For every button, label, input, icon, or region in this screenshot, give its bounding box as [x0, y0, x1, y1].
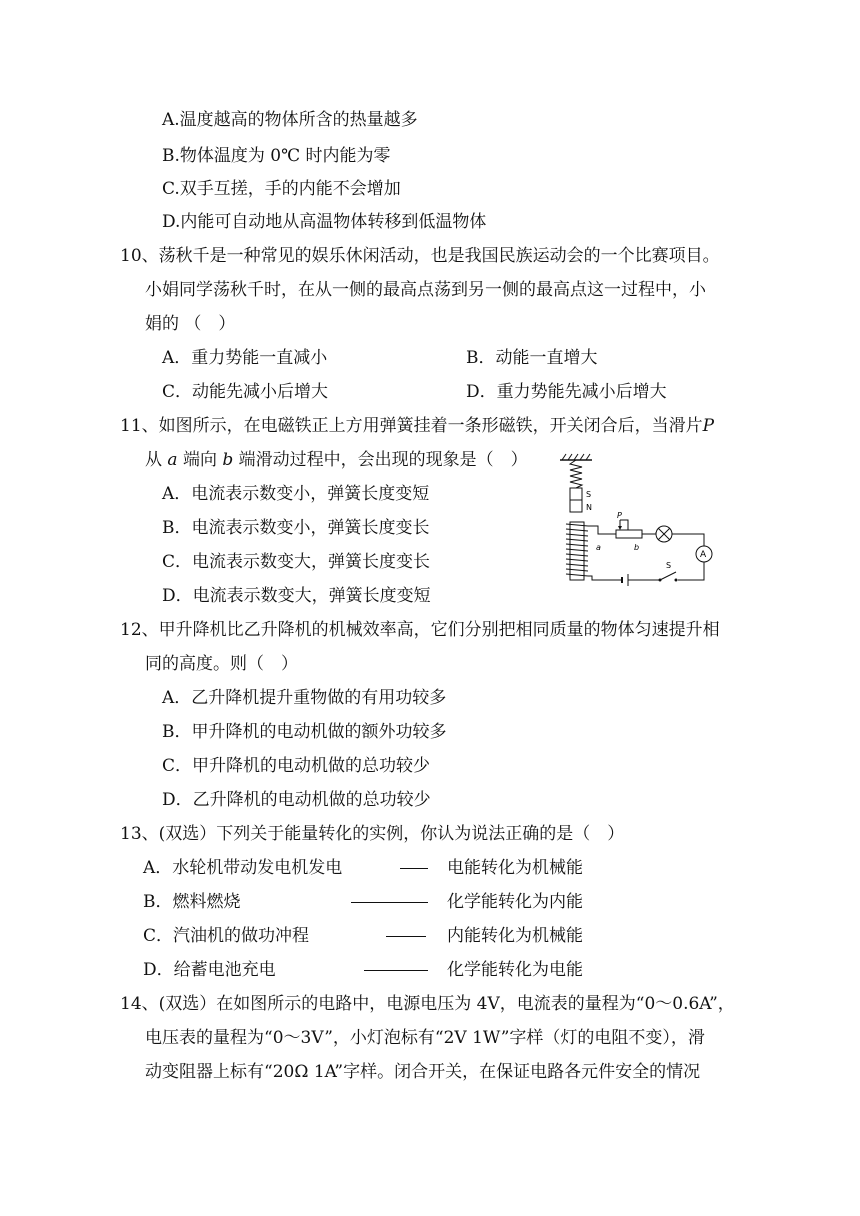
q14-stem-line3: 动变阻器上标有“20Ω 1A”字样。闭合开关，在保证电路各元件安全的情况	[145, 1062, 701, 1082]
q12-stem-line1: 12、甲升降机比乙升降机的机械效率高，它们分别把相同质量的物体匀速提升相	[120, 620, 720, 640]
magnet-label-s: S	[586, 490, 592, 499]
wire-coil-to-rheostat	[588, 526, 616, 534]
q13-b-dash	[351, 902, 428, 903]
rheostat	[616, 530, 642, 538]
q10-option-b: B．动能一直增大	[466, 348, 598, 368]
q11-stem-var-b: b	[222, 450, 234, 470]
q11-stem-var-a: a	[167, 450, 178, 470]
q9-option-a: A.温度越高的物体所含的热量越多	[162, 110, 418, 130]
q12-option-a: A．乙升降机提升重物做的有用功较多	[162, 688, 447, 708]
q9-option-d: D.内能可自动地从高温物体转移到低温物体	[162, 212, 487, 232]
q11-stem-line2-from: 从	[145, 450, 162, 470]
q13-option-a-result: 电能转化为机械能	[447, 858, 583, 878]
q10-stem-line2: 小娟同学荡秋千时，在从一侧的最高点荡到另一侧的最高点这一过程中，小	[145, 280, 706, 300]
q11-option-c: C．电流表示数变大，弹簧长度变长	[162, 552, 431, 572]
q12-option-b: B．甲升降机的电动机做的额外功较多	[162, 722, 447, 742]
electromagnet-coil	[566, 522, 588, 580]
q13-option-d: D．给蓄电池充电	[143, 960, 276, 980]
q10-option-d: D．重力势能先减小后增大	[466, 382, 667, 402]
q13-d-dash	[364, 970, 428, 971]
switch-icon	[660, 572, 676, 580]
q10-stem-line1: 10、荡秋千是一种常见的娱乐休闲活动，也是我国民族运动会的一个比赛项目。	[120, 246, 720, 266]
q10-option-c: C．动能先减小后增大	[162, 382, 329, 402]
q9-option-b: B.物体温度为 0℃ 时内能为零	[162, 146, 391, 166]
q13-option-d-result: 化学能转化为电能	[447, 960, 583, 980]
ceiling-support	[560, 454, 592, 460]
q13-stem: 13、(双选）下列关于能量转化的实例，你认为说法正确的是（ ）	[120, 824, 625, 844]
wire-battery-to-coil	[588, 576, 622, 580]
q10-option-a: A．重力势能一直减小	[162, 348, 328, 368]
slider-wire	[620, 520, 628, 530]
q11-circuit-figure	[548, 452, 728, 588]
switch-label-s: S	[666, 561, 672, 570]
q11-stem-line2-post: 端滑动过程中，会出现的现象是（ ）	[238, 450, 528, 470]
q12-option-d: D．乙升降机的电动机做的总功较少	[162, 790, 431, 810]
rheostat-label-b: b	[634, 543, 640, 552]
q13-option-b-result: 化学能转化为内能	[447, 892, 583, 912]
slider-label-p: P	[617, 511, 622, 520]
q13-option-a: A．水轮机带动发电机发电	[143, 858, 343, 878]
wire-ammeter-to-switch	[678, 562, 704, 580]
spring	[570, 460, 582, 488]
q14-stem-line1: 14、(双选）在如图所示的电路中，电源电压为 4V，电流表的量程为“0～0.6A”，	[120, 994, 735, 1014]
q11-stem-var-p: P	[702, 416, 715, 436]
q13-c-dash	[386, 936, 426, 937]
q11-stem-line1	[120, 415, 714, 437]
q11-option-d: D．电流表示数变大，弹簧长度变短	[162, 586, 431, 606]
ammeter-label: A	[700, 550, 707, 560]
battery-icon	[622, 574, 628, 586]
q13-option-b: B．燃料燃烧	[143, 892, 241, 912]
q13-option-c: C．汽油机的做功冲程	[143, 926, 310, 946]
q14-stem-line2: 电压表的量程为“0～3V”，小灯泡标有“2V 1W”字样（灯的电阻不变），滑	[145, 1028, 705, 1048]
q11-option-b: B．电流表示数变小，弹簧长度变长	[162, 518, 430, 538]
wire-lamp-to-ammeter	[672, 534, 704, 546]
q9-option-c: C.双手互搓，手的内能不会增加	[162, 179, 401, 199]
q12-option-c: C．甲升降机的电动机做的总功较少	[162, 756, 431, 776]
rheostat-label-a: a	[596, 543, 601, 552]
q13-option-c-result: 内能转化为机械能	[447, 926, 583, 946]
magnet-label-n: N	[586, 503, 592, 512]
q12-stem-line2: 同的高度。则（ ）	[145, 654, 298, 674]
q13-a-dash	[400, 868, 428, 869]
q11-stem-line2	[145, 449, 528, 471]
q10-stem-line3: 娟的 （ ）	[145, 314, 236, 334]
q11-stem-line1-text: 11、如图所示，在电磁铁正上方用弹簧挂着一条形磁铁，开关闭合后，当滑片	[120, 416, 703, 436]
q11-stem-line2-mid: 端向	[182, 450, 217, 470]
q11-option-a: A．电流表示数变小，弹簧长度变短	[162, 484, 430, 504]
